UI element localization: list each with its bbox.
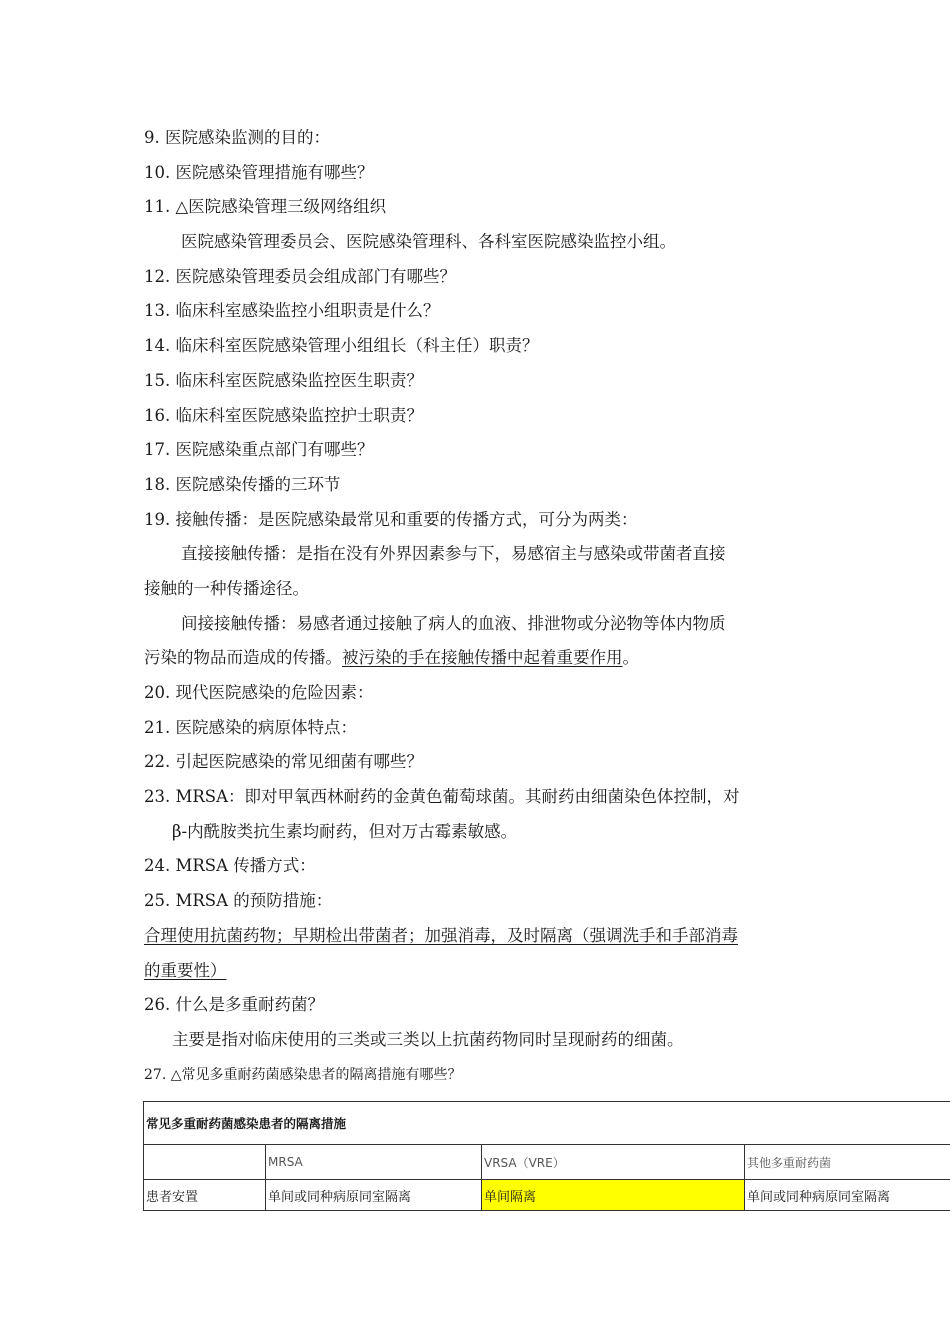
text-line: 间接接触传播：易感者通过接触了病人的血液、排泄物或分泌物等体内物质 <box>181 613 726 633</box>
table-header-cell: 其他多重耐药菌 <box>745 1145 950 1180</box>
document-body <box>144 121 816 1092</box>
table-cell: 单间或同种病原同室隔离 <box>745 1180 950 1211</box>
text-line: 接触的一种传播途径。 <box>144 578 309 598</box>
text-line: 12. 医院感染管理委员会组成部门有哪些？ <box>144 266 456 286</box>
text-line: 15. 临床科室医院感染监控医生职责？ <box>144 370 423 390</box>
isolation-table <box>143 1101 950 1211</box>
text-line: 9. 医院感染监测的目的： <box>144 128 330 147</box>
table-header-cell: MRSA <box>266 1145 482 1180</box>
table-cell: 单间或同种病原同室隔离 <box>266 1180 482 1211</box>
text-line <box>144 641 816 676</box>
table-title: 常见多重耐药菌感染患者的隔离措施 <box>144 1102 950 1145</box>
text-segment: 污染的物品而造成的传播。 <box>144 648 342 668</box>
text-line: 医院感染管理委员会、医院感染管理科、各科室医院感染监控小组。 <box>181 232 676 252</box>
text-line <box>144 954 816 989</box>
text-line: 17. 医院感染重点部门有哪些？ <box>144 440 374 460</box>
text-line: 11. △医院感染管理三级网络组织 <box>144 197 387 217</box>
text-line: 10. 医院感染管理措施有哪些？ <box>144 162 374 182</box>
underlined-text: 被污染的手在接触传播中起着重要作用 <box>342 648 623 668</box>
text-line: 16. 临床科室医院感染监控护士职责？ <box>144 405 423 425</box>
text-segment: 。 <box>622 648 639 668</box>
text-line: 直接接触传播：是指在没有外界因素参与下，易感宿主与感染或带菌者直接 <box>181 544 726 564</box>
underlined-text: 合理使用抗菌药物；早期检出带菌者；加强消毒，及时隔离（强调洗手和手部消毒 <box>144 925 738 945</box>
text-line: 13. 临床科室感染监控小组职责是什么？ <box>144 301 440 321</box>
text-line: β-内酰胺类抗生素均耐药，但对万古霉素敏感。 <box>172 821 518 841</box>
table-header-cell <box>144 1145 266 1180</box>
text-line: 14. 临床科室医院感染管理小组组长（科主任）职责？ <box>144 336 539 356</box>
text-line: 20. 现代医院感染的危险因素： <box>144 683 374 702</box>
text-line: 19. 接触传播：是医院感染最常见和重要的传播方式，可分为两类： <box>144 509 638 529</box>
text-line: 26. 什么是多重耐药菌？ <box>144 995 324 1015</box>
text-line: 主要是指对临床使用的三类或三类以上抗菌药物同时呈现耐药的细菌。 <box>172 1029 684 1049</box>
text-line <box>144 919 816 954</box>
text-line: 18. 医院感染传播的三环节 <box>144 474 341 494</box>
table-cell: 患者安置 <box>144 1180 266 1211</box>
text-line: 27. △常见多重耐药菌感染患者的隔离措施有哪些？ <box>144 1066 462 1083</box>
text-line: 23. MRSA：即对甲氧西林耐药的金黄色葡萄球菌。其耐药由细菌染色体控制，对 <box>144 787 740 807</box>
text-line: 21. 医院感染的病原体特点： <box>144 717 357 737</box>
table-header-cell: VRSA（VRE） <box>482 1145 745 1180</box>
text-line: 25. MRSA 的预防措施： <box>144 891 333 911</box>
text-line: 24. MRSA 传播方式： <box>144 856 316 876</box>
text-line: 22. 引起医院感染的常见细菌有哪些？ <box>144 752 423 772</box>
table-cell-highlighted: 单间隔离 <box>482 1180 745 1211</box>
underlined-text: 的重要性） <box>144 960 227 980</box>
table-row <box>144 1180 950 1211</box>
